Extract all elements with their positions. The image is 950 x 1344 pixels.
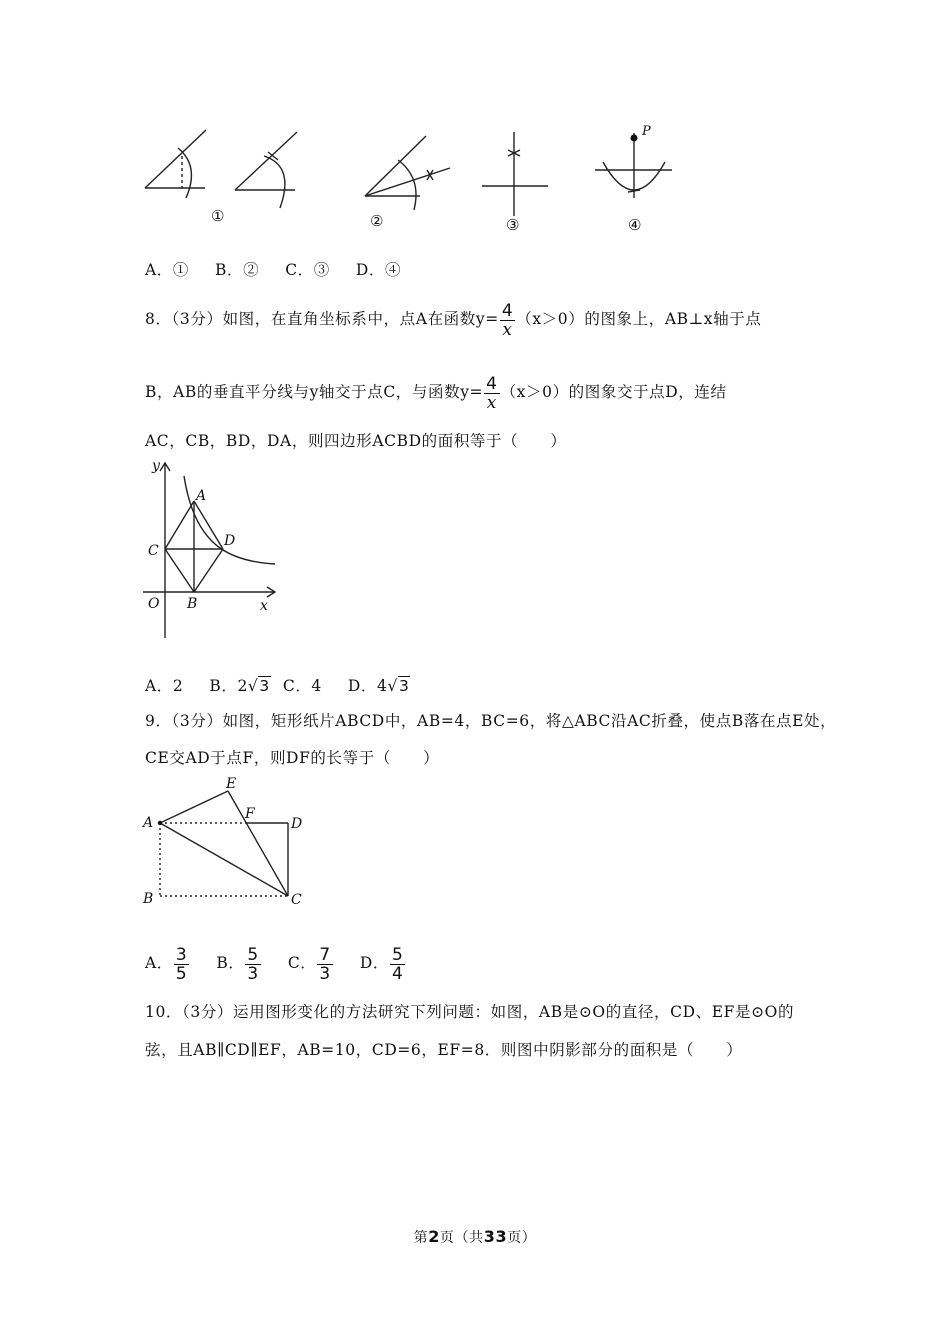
q9-option-c-num: 7: [319, 944, 331, 965]
q8-label-y: y: [152, 458, 160, 474]
q8-fraction-1-den: x: [502, 319, 513, 340]
sqrt-icon: √3: [247, 677, 270, 695]
footer-page-number: 2: [428, 1227, 440, 1246]
q9-option-c-den: 3: [319, 963, 331, 984]
q8-fraction-1: [500, 302, 515, 339]
q7-label-p: P: [642, 124, 651, 139]
q8-label-c: C: [148, 543, 159, 559]
q9-option-d-num: 5: [391, 944, 404, 965]
q8-text-1a: 8．（3分）如图，在直角坐标系中，点A在函数y=: [145, 310, 499, 328]
q9-option-a-label: A．: [145, 954, 173, 972]
footer-suffix: 页）: [507, 1230, 537, 1246]
q9-option-b-num: 5: [247, 944, 259, 965]
q7-option-c[interactable]: C．③: [285, 261, 330, 279]
q8-text-2a: B，AB的垂直平分线与y轴交于点C，与函数y=: [145, 383, 484, 401]
q8-option-d-radicand: 3: [398, 677, 410, 695]
q8-label-o: O: [148, 596, 160, 612]
footer-prefix: 第: [413, 1230, 429, 1246]
q9-option-a-fraction: [174, 946, 189, 983]
q8-option-b-radicand: 3: [259, 677, 270, 695]
q8-options: [145, 676, 436, 696]
q8-figure: [140, 458, 290, 643]
q7-figure-1a: [145, 130, 206, 198]
q9-options: [145, 944, 432, 983]
q9-label-d: D: [291, 816, 303, 832]
q8-text-1b: （x＞0）的图象上，AB⊥x轴于点: [516, 310, 762, 328]
q9-option-d-den: 4: [391, 963, 404, 984]
q9-label-f: F: [245, 806, 255, 822]
q7-figure-1b: [235, 132, 297, 208]
q9-figure: [138, 772, 318, 912]
q8-option-d[interactable]: [348, 676, 411, 696]
q8-option-d-prefix: D．4: [347, 677, 388, 695]
q10-line-2: 弦，且AB∥CD∥EF，AB=10，CD=6，EF=8．则图中阴影部分的面积是（ ）: [145, 1041, 743, 1059]
q8-label-x: x: [260, 598, 268, 614]
q8-label-b: B: [187, 596, 198, 612]
q9-option-d[interactable]: [360, 944, 407, 983]
q8-label-a: A: [196, 488, 207, 504]
q7-option-a[interactable]: A．①: [145, 261, 189, 279]
q9-label-a: A: [143, 815, 154, 831]
q9-option-b-fraction: [245, 946, 260, 983]
q7-label-4: ④: [628, 216, 642, 234]
q8-line-3: AC，CB，BD，DA，则四边形ACBD的面积等于（ ）: [145, 432, 567, 450]
q7-point-p: [631, 135, 638, 142]
q7-figure-3: [482, 132, 548, 216]
q9-line-1: 9．（3分）如图，矩形纸片ABCD中，AB=4，BC=6，将△ABC沿AC折叠，使点B落在点E处，: [145, 712, 837, 730]
q7-option-b[interactable]: B．②: [215, 261, 260, 279]
q8-fraction-2-num: 4: [486, 373, 498, 394]
q8-option-c[interactable]: C．4: [282, 677, 322, 695]
q7-options: [145, 260, 427, 280]
q9-label-e: E: [226, 776, 237, 792]
q9-option-c[interactable]: [288, 944, 334, 983]
q9-option-b-den: 3: [247, 963, 259, 984]
q8-line-2: [145, 373, 727, 412]
q9-option-d-fraction: [390, 946, 405, 983]
q8-text-2b: （x＞0）的图象交于点D，连结: [500, 383, 727, 401]
q9-option-c-label: C．: [287, 954, 317, 972]
footer-total-pages: 33: [483, 1227, 508, 1246]
q9-option-b-label: B．: [216, 954, 245, 972]
q8-option-b-prefix: B．2: [209, 677, 248, 695]
q7-figures: [130, 118, 690, 243]
q7-figure-2: [365, 136, 450, 210]
q7-option-d[interactable]: D．④: [355, 261, 402, 279]
q7-label-3: ③: [506, 216, 520, 234]
q9-label-c: C: [291, 892, 302, 908]
q9-option-b[interactable]: [216, 944, 262, 983]
q7-label-1: ①: [211, 207, 225, 225]
q8-fraction-2-den: x: [486, 392, 497, 413]
q7-label-2: ②: [370, 212, 384, 230]
footer-mid: 页（共: [439, 1230, 484, 1246]
q9-option-a[interactable]: [145, 944, 190, 983]
q9-option-d-label: D．: [359, 954, 389, 972]
q8-option-a[interactable]: A．2: [145, 677, 184, 695]
q9-label-b: B: [143, 891, 154, 907]
q8-line-1: [145, 300, 761, 339]
q10-line-1: 10．（3分）运用图形变化的方法研究下列问题：如图，AB是⊙O的直径，CD、EF是⊙O的: [145, 1003, 795, 1021]
q9-line-2: CE交AD于点F，则DF的长等于（ ）: [145, 749, 440, 767]
q8-option-b[interactable]: [209, 676, 271, 696]
q9-option-a-num: 3: [175, 944, 188, 965]
q9-option-a-den: 5: [175, 963, 188, 984]
sqrt-icon: √3: [387, 677, 410, 695]
q8-fraction-1-num: 4: [501, 300, 514, 321]
q8-label-d: D: [224, 533, 236, 549]
q9-option-c-fraction: [317, 946, 332, 983]
q7-figure-4: [595, 133, 672, 198]
q8-fraction-2: [484, 375, 499, 412]
page-footer: [0, 1227, 950, 1248]
